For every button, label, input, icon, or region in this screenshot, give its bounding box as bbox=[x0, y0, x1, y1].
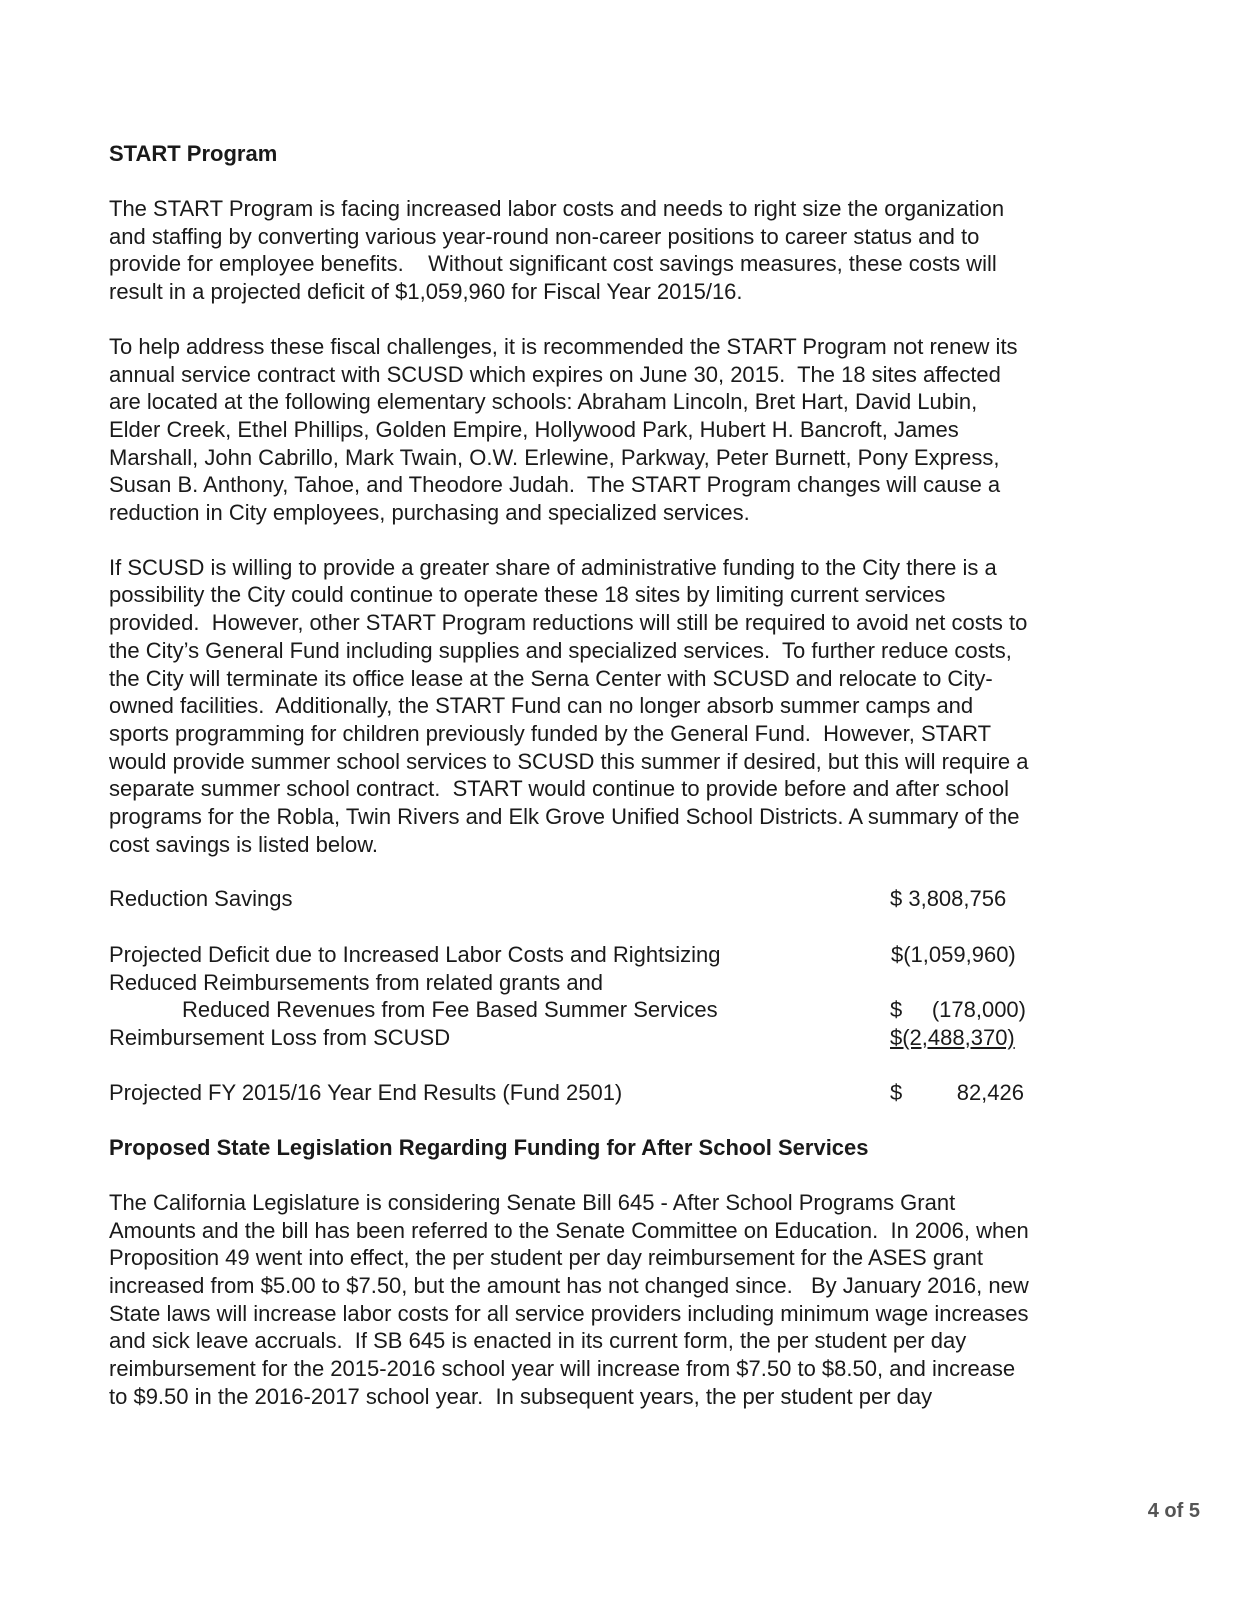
text-line: the City will terminate its office lease at the Serna Center with SCUSD and relocate to City- bbox=[109, 665, 993, 691]
document-page bbox=[109, 140, 1129, 1411]
paragraph-fiscal-challenges bbox=[109, 333, 1129, 527]
section-heading-state-legislation: Proposed State Legislation Regarding Funding for After School Services bbox=[109, 1134, 869, 1160]
text-line: The START Program is facing increased labor costs and needs to right size the organization bbox=[109, 196, 1005, 221]
text-line: To help address these fiscal challenges, it is recommended the START Program not renew its bbox=[109, 333, 1018, 359]
summary-label: Reduced Reimbursements from related grants and bbox=[109, 969, 604, 995]
amount-value: (178,000) bbox=[931, 997, 1026, 1023]
text-line: are located at the following elementary schools: Abraham Lincoln, Bret Hart, David Lubin, bbox=[109, 389, 978, 415]
section-heading-start-program: START Program bbox=[109, 141, 278, 166]
text-line: cost savings is listed below. bbox=[109, 831, 379, 857]
text-line: annual service contract with SCUSD which expires on June 30, 2015. The 18 sites affected bbox=[109, 361, 1001, 387]
text-line: If SCUSD is willing to provide a greater share of administrative funding to the City there is a bbox=[109, 554, 997, 580]
text-line: the City’s General Fund including supplies and specialized services. To further reduce costs, bbox=[109, 637, 1012, 663]
amount-value: 82,426 bbox=[956, 1080, 1024, 1106]
summary-label: Reduced Revenues from Fee Based Summer Services bbox=[182, 997, 718, 1023]
text-line: Proposition 49 went into effect, the per student per day reimbursement for the ASES grant bbox=[109, 1245, 983, 1271]
text-line: provided. However, other START Program reductions will still be required to avoid net costs to bbox=[109, 610, 1028, 636]
text-line: and staffing by converting various year-round non-career positions to career status and to bbox=[109, 223, 980, 249]
text-line: Susan B. Anthony, Tahoe, and Theodore Judah. The START Program changes will cause a bbox=[109, 472, 1001, 498]
text-line: The California Legislature is considering Senate Bill 645 - After School Programs Grant bbox=[109, 1189, 956, 1215]
text-line: increased from $5.00 to $7.50, but the amount has not changed since. By January 2016, new bbox=[109, 1273, 1029, 1299]
text-line: Marshall, John Cabrillo, Mark Twain, O.W. Erlewine, Parkway, Peter Burnett, Pony Express, bbox=[109, 444, 1000, 470]
currency-symbol: $ bbox=[890, 997, 903, 1023]
summary-row-reduction-savings bbox=[109, 885, 1129, 913]
summary-label: Reduction Savings bbox=[109, 886, 293, 912]
page-number: 4 of 5 bbox=[1147, 1500, 1200, 1522]
text-line: separate summer school contract. START would continue to provide before and after school bbox=[109, 776, 1010, 802]
summary-amount: $ 3,808,756 bbox=[890, 886, 1007, 912]
summary-label: Projected Deficit due to Increased Labor Costs and Rightsizing bbox=[109, 941, 721, 967]
text-line: to $9.50 in the 2016-2017 school year. In subsequent years, the per student per day bbox=[109, 1383, 933, 1409]
paragraph-scusd-funding bbox=[109, 554, 1129, 859]
summary-row-reduced-reimbursements-1 bbox=[109, 969, 1129, 997]
text-line: programs for the Robla, Twin Rivers and Elk Grove Unified School Districts. A summary of the bbox=[109, 804, 1020, 830]
text-line: Elder Creek, Ethel Phillips, Golden Empire, Hollywood Park, Hubert H. Bancroft, James bbox=[109, 416, 959, 442]
summary-label: Projected FY 2015/16 Year End Results (Fund 2501) bbox=[109, 1080, 623, 1106]
summary-amount bbox=[890, 1079, 1024, 1113]
text-line: possibility the City could continue to operate these 18 sites by limiting current services bbox=[109, 582, 946, 608]
summary-row-reduced-reimbursements-2 bbox=[109, 996, 1129, 1024]
text-line: Amounts and the bill has been referred to the Senate Committee on Education. In 2006, when bbox=[109, 1217, 1029, 1243]
text-line: would provide summer school services to SCUSD this summer if desired, but this will require a bbox=[109, 748, 1029, 774]
summary-row-reimbursement-loss bbox=[109, 1024, 1129, 1052]
text-line: sports programming for children previously funded by the General Fund. However, START bbox=[109, 720, 992, 746]
text-line: result in a projected deficit of $1,059,960 for Fiscal Year 2015/16. bbox=[109, 279, 743, 305]
paragraph-senate-bill bbox=[109, 1189, 1129, 1411]
summary-label: Reimbursement Loss from SCUSD bbox=[109, 1024, 451, 1050]
text-line: reduction in City employees, purchasing and specialized services. bbox=[109, 500, 750, 526]
text-line: owned facilities. Additionally, the START Fund can no longer absorb summer camps and bbox=[109, 693, 974, 719]
text-line: provide for employee benefits. Without significant cost savings measures, these costs will bbox=[109, 251, 997, 277]
text-line: reimbursement for the 2015-2016 school year will increase from $7.50 to $8.50, and increase bbox=[109, 1356, 1016, 1382]
cost-savings-summary bbox=[109, 885, 1129, 1107]
text-line: State laws will increase labor costs for all service providers including minimum wage increases bbox=[109, 1300, 1029, 1326]
summary-amount: $(1,059,960) bbox=[891, 941, 1016, 967]
text-line: and sick leave accruals. If SB 645 is enacted in its current form, the per student per day bbox=[109, 1328, 967, 1354]
currency-symbol: $ bbox=[890, 1080, 903, 1106]
summary-row-projected-deficit bbox=[109, 941, 1129, 969]
summary-amount: $(2,488,370) bbox=[890, 1024, 1015, 1050]
paragraph-start-overview bbox=[109, 195, 1129, 306]
summary-row-year-end-results bbox=[109, 1079, 1129, 1107]
